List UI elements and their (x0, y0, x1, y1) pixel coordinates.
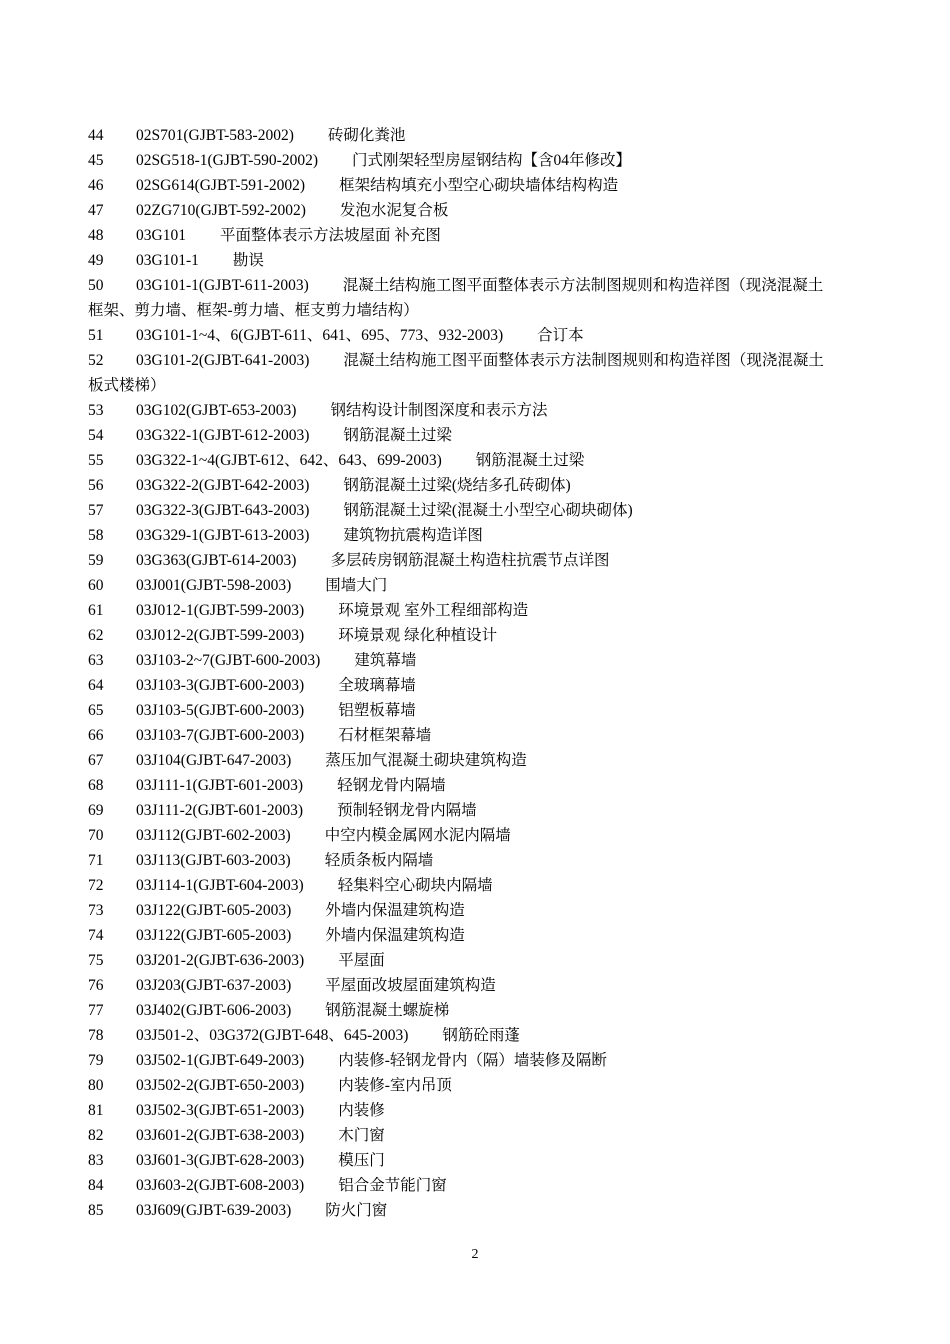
standard-code: 03J122(GJBT-605-2003) (136, 902, 292, 919)
item-number: 64 (88, 677, 104, 694)
list-item (88, 573, 888, 598)
standard-title: 门式刚架轻型房屋钢结构【含04年修改】 (351, 152, 631, 169)
standard-title: 钢筋混凝土过梁(烧结多孔砖砌体) (343, 477, 571, 494)
item-number: 79 (88, 1052, 104, 1069)
item-number: 48 (88, 227, 104, 244)
standard-title: 预制轻钢龙骨内隔墙 (337, 802, 477, 819)
list-item (88, 748, 888, 773)
standard-code: 03J609(GJBT-639-2003) (136, 1202, 292, 1219)
list-item (88, 323, 888, 348)
standard-title: 平屋面改坡屋面建筑构造 (325, 977, 496, 994)
standard-code: 02S701(GJBT-583-2002) (136, 127, 294, 144)
item-number: 46 (88, 177, 104, 194)
standard-code: 02SG518-1(GJBT-590-2002) (136, 152, 318, 169)
standard-title: 铝塑板幕墙 (338, 702, 416, 719)
item-number: 62 (88, 627, 104, 644)
item-number: 53 (88, 402, 104, 419)
standard-code: 03G101-2(GJBT-641-2003) (136, 352, 310, 369)
standard-title: 框架结构填充小型空心砌块墙体结构构造 (339, 177, 619, 194)
standard-title: 建筑幕墙 (354, 652, 417, 669)
standard-title-continuation: 板式楼梯） (88, 377, 166, 394)
standard-code: 03G329-1(GJBT-613-2003) (136, 527, 310, 544)
item-number: 45 (88, 152, 104, 169)
list-item (88, 1198, 888, 1223)
item-number: 65 (88, 702, 104, 719)
standard-title: 钢结构设计制图深度和表示方法 (330, 402, 548, 419)
standard-title: 环境景观 室外工程细部构造 (338, 602, 529, 619)
standard-code: 03J111-2(GJBT-601-2003) (136, 802, 304, 819)
standard-code: 03J114-1(GJBT-604-2003) (136, 877, 304, 894)
standard-title: 外墙内保温建筑构造 (325, 902, 465, 919)
item-number: 85 (88, 1202, 104, 1219)
page-number: 2 (471, 1247, 479, 1262)
standard-title: 铝合金节能门窗 (338, 1177, 447, 1194)
list-item (88, 223, 888, 248)
standard-code: 03J201-2(GJBT-636-2003) (136, 952, 305, 969)
item-number: 47 (88, 202, 104, 219)
item-number: 78 (88, 1027, 104, 1044)
list-item (88, 698, 888, 723)
item-number: 54 (88, 427, 104, 444)
item-number: 75 (88, 952, 104, 969)
standard-code: 03J112(GJBT-602-2003) (136, 827, 291, 844)
list-item (88, 923, 888, 948)
list-item (88, 123, 888, 148)
standard-title: 木门窗 (338, 1127, 385, 1144)
item-number: 72 (88, 877, 104, 894)
list-item (88, 823, 888, 848)
list-item (88, 1048, 888, 1073)
standard-title: 合订本 (537, 327, 584, 344)
standard-code: 03J104(GJBT-647-2003) (136, 752, 292, 769)
standard-title: 环境景观 绿化种植设计 (338, 627, 498, 644)
list-item (88, 973, 888, 998)
standard-title: 勘误 (232, 252, 264, 269)
standard-title: 轻钢龙骨内隔墙 (337, 777, 446, 794)
standard-code: 03G102(GJBT-653-2003) (136, 402, 297, 419)
item-number: 49 (88, 252, 104, 269)
standard-code: 03J502-1(GJBT-649-2003) (136, 1052, 305, 1069)
list-item (88, 473, 888, 498)
item-number: 66 (88, 727, 104, 744)
standard-code: 03J111-1(GJBT-601-2003) (136, 777, 304, 794)
standard-code: 03G322-3(GJBT-643-2003) (136, 502, 310, 519)
standard-code: 03J103-3(GJBT-600-2003) (136, 677, 305, 694)
standard-title: 围墙大门 (325, 577, 388, 594)
list-item (88, 1123, 888, 1148)
standard-code: 03J122(GJBT-605-2003) (136, 927, 292, 944)
list-item (88, 1098, 888, 1123)
standard-code: 03J601-3(GJBT-628-2003) (136, 1152, 305, 1169)
item-number: 51 (88, 327, 104, 344)
standard-title: 内装修-轻钢龙骨内（隔）墙装修及隔断 (338, 1052, 607, 1069)
standard-title: 内装修-室内吊顶 (338, 1077, 452, 1094)
item-number: 70 (88, 827, 104, 844)
standard-code: 03G322-1~4(GJBT-612、642、643、699-2003) (136, 452, 442, 469)
list-item (88, 348, 888, 398)
standard-code: 03J103-2~7(GJBT-600-2003) (136, 652, 321, 669)
standard-title: 内装修 (338, 1102, 385, 1119)
item-number: 50 (88, 277, 104, 294)
list-item (88, 398, 888, 423)
list-item (88, 948, 888, 973)
list-item (88, 848, 888, 873)
standard-title: 石材框架幕墙 (338, 727, 432, 744)
standard-title: 多层砖房钢筋混凝土构造柱抗震节点详图 (330, 552, 610, 569)
item-number: 69 (88, 802, 104, 819)
list-item (88, 548, 888, 573)
list-item (88, 1023, 888, 1048)
list-item (88, 623, 888, 648)
standard-title: 混凝土结构施工图平面整体表示方法制图规则和构造祥图（现浇混凝土 (343, 352, 824, 369)
item-number: 76 (88, 977, 104, 994)
item-number: 56 (88, 477, 104, 494)
standard-code: 03J501-2、03G372(GJBT-648、645-2003) (136, 1027, 409, 1044)
standard-title: 模压门 (338, 1152, 385, 1169)
standard-code: 03J113(GJBT-603-2003) (136, 852, 291, 869)
list-item (88, 598, 888, 623)
item-number: 81 (88, 1102, 104, 1119)
list-item (88, 1073, 888, 1098)
item-number: 82 (88, 1127, 104, 1144)
item-number: 74 (88, 927, 104, 944)
standard-title: 平面整体表示方法坡屋面 补充图 (219, 227, 441, 244)
item-number: 55 (88, 452, 104, 469)
list-item (88, 273, 888, 323)
standard-code: 03G322-2(GJBT-642-2003) (136, 477, 310, 494)
standard-title: 轻质条板内隔墙 (324, 852, 434, 869)
standard-code: 03J603-2(GJBT-608-2003) (136, 1177, 305, 1194)
list-item (88, 198, 888, 223)
standard-code: 03J203(GJBT-637-2003) (136, 977, 292, 994)
standard-title: 砖砌化粪池 (327, 127, 406, 144)
list-item (88, 423, 888, 448)
list-item (88, 173, 888, 198)
list-item (88, 1148, 888, 1173)
item-number: 80 (88, 1077, 104, 1094)
list-item (88, 648, 888, 673)
standard-title: 蒸压加气混凝土砌块建筑构造 (325, 752, 527, 769)
item-number: 44 (88, 127, 104, 144)
standard-title: 建筑物抗震构造详图 (343, 527, 483, 544)
list-item (88, 1173, 888, 1198)
standard-title-continuation: 框架、剪力墙、框架-剪力墙、框支剪力墙结构） (88, 302, 419, 319)
standard-code: 03J103-7(GJBT-600-2003) (136, 727, 305, 744)
standard-title: 钢筋混凝土过梁 (475, 452, 585, 469)
standard-title: 钢筋砼雨蓬 (442, 1027, 520, 1044)
standard-title: 钢筋混凝土过梁(混凝土小型空心砌块砌体) (343, 502, 633, 519)
standards-list (88, 123, 888, 1223)
item-number: 57 (88, 502, 104, 519)
standard-code: 03J012-2(GJBT-599-2003) (136, 627, 305, 644)
item-number: 61 (88, 602, 104, 619)
list-item (88, 873, 888, 898)
item-number: 59 (88, 552, 104, 569)
list-item (88, 498, 888, 523)
standard-code: 03J001(GJBT-598-2003) (136, 577, 292, 594)
standard-code: 03J502-2(GJBT-650-2003) (136, 1077, 305, 1094)
standard-code: 03J103-5(GJBT-600-2003) (136, 702, 305, 719)
standard-code: 03G322-1(GJBT-612-2003) (136, 427, 310, 444)
standard-title: 钢筋混凝土螺旋梯 (325, 1002, 450, 1019)
standard-code: 03G363(GJBT-614-2003) (136, 552, 297, 569)
standard-title: 防火门窗 (325, 1202, 388, 1219)
standard-title: 平屋面 (338, 952, 385, 969)
standard-code: 03J601-2(GJBT-638-2003) (136, 1127, 305, 1144)
item-number: 58 (88, 527, 104, 544)
standard-code: 03G101-1 (136, 252, 199, 269)
standard-code: 03G101-1~4、6(GJBT-611、641、695、773、932-2003) (136, 327, 504, 344)
standard-code: 03G101-1(GJBT-611-2003) (136, 277, 309, 294)
item-number: 73 (88, 902, 104, 919)
list-item (88, 673, 888, 698)
list-item (88, 523, 888, 548)
standard-title: 发泡水泥复合板 (339, 202, 449, 219)
item-number: 83 (88, 1152, 104, 1169)
item-number: 68 (88, 777, 104, 794)
item-number: 60 (88, 577, 104, 594)
item-number: 71 (88, 852, 104, 869)
item-number: 52 (88, 352, 104, 369)
standard-code: 03G101 (136, 227, 186, 244)
list-item (88, 998, 888, 1023)
standard-title: 混凝土结构施工图平面整体表示方法制图规则和构造祥图（现浇混凝土 (342, 277, 824, 294)
item-number: 84 (88, 1177, 104, 1194)
list-item (88, 773, 888, 798)
item-number: 77 (88, 1002, 104, 1019)
standard-title: 外墙内保温建筑构造 (325, 927, 465, 944)
standard-code: 03J402(GJBT-606-2003) (136, 1002, 292, 1019)
standard-title: 钢筋混凝土过梁 (343, 427, 452, 444)
list-item (88, 148, 888, 173)
item-number: 63 (88, 652, 104, 669)
list-item (88, 248, 888, 273)
standard-code: 02SG614(GJBT-591-2002) (136, 177, 306, 194)
list-item (88, 798, 888, 823)
list-item (88, 723, 888, 748)
standard-code: 03J012-1(GJBT-599-2003) (136, 602, 305, 619)
standard-code: 02ZG710(GJBT-592-2002) (136, 202, 306, 219)
standard-title: 中空内模金属网水泥内隔墙 (324, 827, 511, 844)
list-item (88, 898, 888, 923)
item-number: 67 (88, 752, 104, 769)
standard-title: 全玻璃幕墙 (338, 677, 416, 694)
list-item (88, 448, 888, 473)
standard-code: 03J502-3(GJBT-651-2003) (136, 1102, 305, 1119)
standard-title: 轻集料空心砌块内隔墙 (337, 877, 493, 894)
